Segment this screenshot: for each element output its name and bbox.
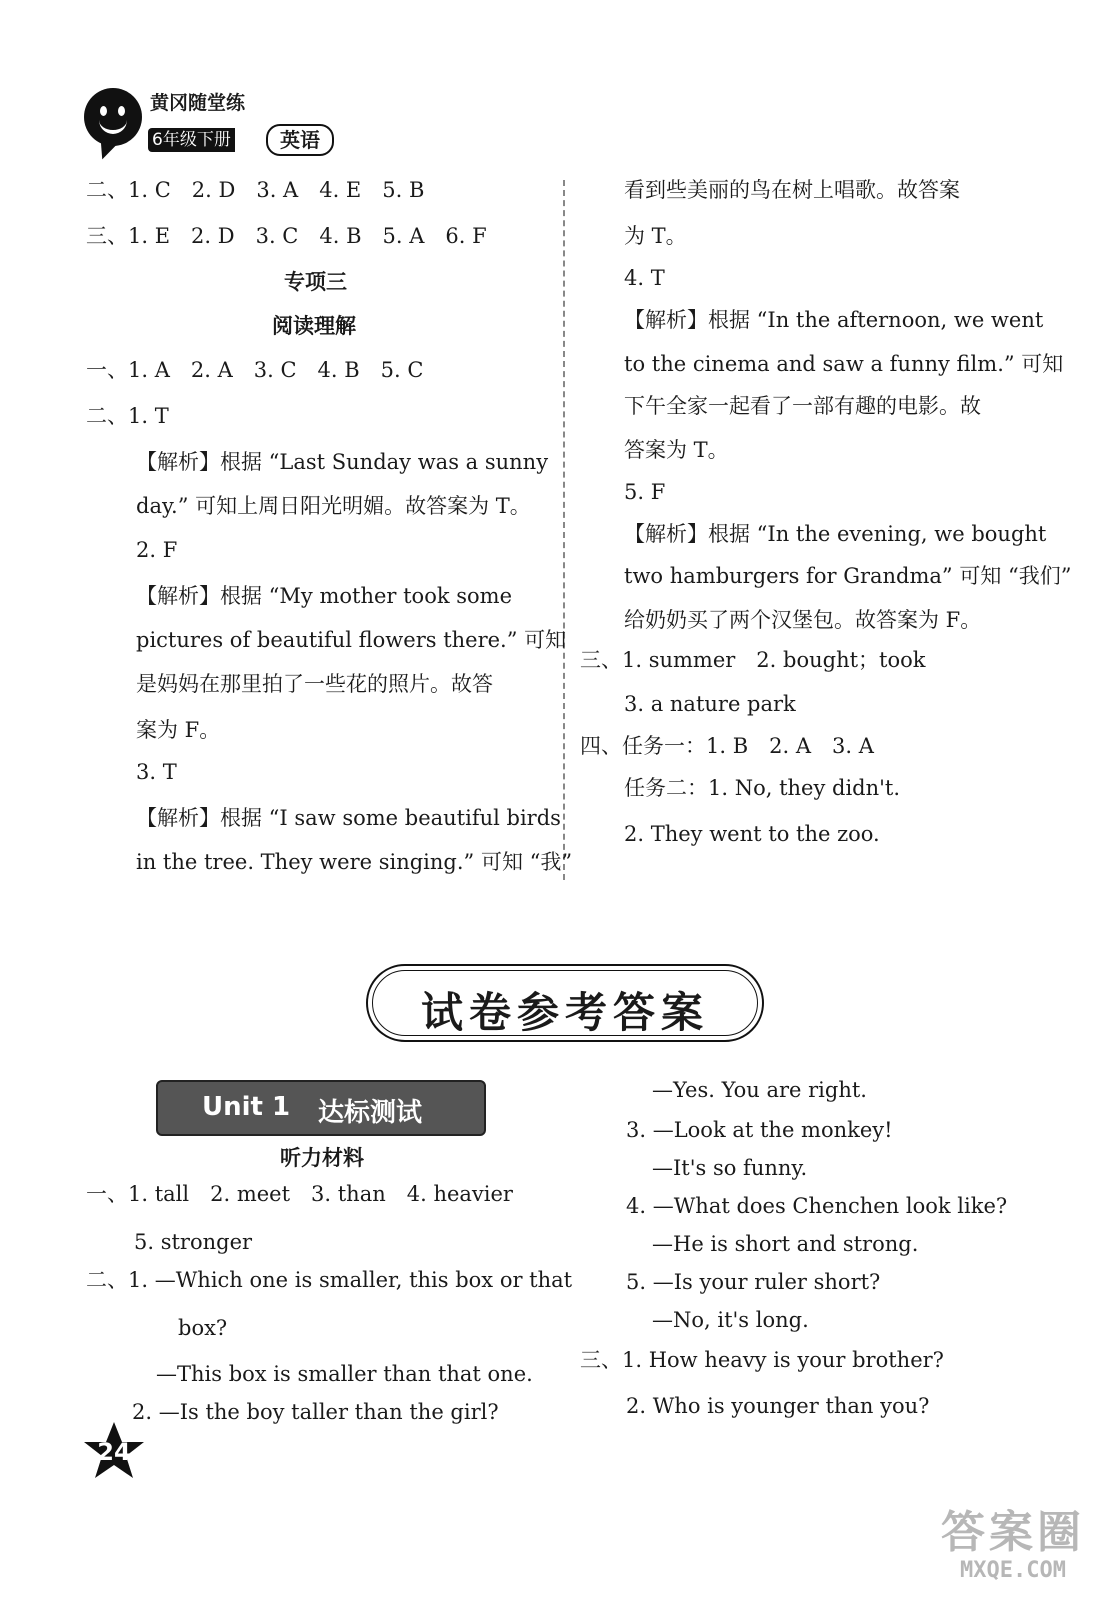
explanation-line: to the cinema and saw a funny film.” 可知 <box>624 352 1064 376</box>
answer-line: 二、1. T <box>86 404 169 428</box>
explanation-line: 看到些美丽的鸟在树上唱歌。故答案 <box>624 178 960 202</box>
page-number: 24 <box>97 1438 131 1466</box>
answer-line: 5. stronger <box>134 1230 253 1254</box>
dialogue-line: —This box is smaller than that one. <box>156 1362 533 1386</box>
column-divider <box>563 180 565 880</box>
dialogue-line: 4. —What does Chenchen look like? <box>626 1194 1008 1218</box>
explanation-line: 【解析】根据 “My mother took some <box>136 584 512 608</box>
explanation-line: 给奶奶买了两个汉堡包。故答案为 F。 <box>624 608 982 632</box>
answer-line: 一、1. A 2. A 3. C 4. B 5. C <box>86 358 424 382</box>
watermark-text: 答案圈 <box>941 1507 1085 1558</box>
unit-tag <box>156 1080 486 1136</box>
dialogue-line: —No, it's long. <box>652 1308 809 1332</box>
answer-line: 3. a nature park <box>624 692 796 716</box>
series-title: 黄冈随堂练 <box>150 92 246 114</box>
dialogue-line: 二、1. —Which one is smaller, this box or that <box>86 1268 573 1292</box>
answer-line: 二、1. C 2. D 3. A 4. E 5. B <box>86 178 425 202</box>
section-subtitle: 听力材料 <box>280 1146 364 1170</box>
explanation-line: 【解析】根据 “I saw some beautiful birds <box>136 806 561 830</box>
dialogue-line: 5. —Is your ruler short? <box>626 1270 881 1294</box>
banner-title: 试卷参考答案 <box>420 988 709 1037</box>
grade-label: 6年级下册 <box>148 128 235 152</box>
answer-line: 三、1. E 2. D 3. C 4. B 5. A 6. F <box>86 224 487 248</box>
dialogue-line: —He is short and strong. <box>652 1232 919 1256</box>
answer-line: 三、1. summer 2. bought；took <box>580 648 926 672</box>
explanation-line: 答案为 T。 <box>624 438 729 462</box>
answer-line: 任务二：1. No, they didn't. <box>624 776 901 800</box>
dialogue-line: —It's so funny. <box>652 1156 808 1180</box>
answer-line: 四、任务一：1. B 2. A 3. A <box>580 734 874 758</box>
dialogue-line: box? <box>178 1316 228 1340</box>
watermark-logo <box>928 1496 1098 1592</box>
explanation-line: 【解析】根据 “In the afternoon, we went <box>624 308 1044 332</box>
answer-line: 一、1. tall 2. meet 3. than 4. heavier <box>86 1182 513 1206</box>
answer-line: 3. T <box>136 760 177 784</box>
unit-test-label: 达标测试 <box>318 1098 423 1128</box>
section-banner <box>366 964 764 1042</box>
subject-label: 英语 <box>266 124 334 156</box>
explanation-line: 下午全家一起看了一部有趣的电影。故 <box>624 394 981 418</box>
dialogue-line: 3. —Look at the monkey! <box>626 1118 893 1142</box>
explanation-line: 为 T。 <box>624 224 687 248</box>
explanation-line: 【解析】根据 “Last Sunday was a sunny <box>136 450 549 474</box>
explanation-line: 是妈妈在那里拍了一些花的照片。故答 <box>136 672 493 696</box>
explanation-line: two hamburgers for Grandma” 可知 “我们” <box>624 564 1072 588</box>
section-title: 专项三 <box>284 270 347 294</box>
dialogue-line: 2. —Is the boy taller than the girl? <box>132 1400 499 1424</box>
smiley-logo-icon <box>84 88 142 146</box>
watermark-url: MXQE.COM <box>960 1558 1066 1583</box>
dialogue-line: —Yes. You are right. <box>652 1078 867 1102</box>
explanation-line: 【解析】根据 “In the evening, we bought <box>624 522 1047 546</box>
answer-line: 2. They went to the zoo. <box>624 822 880 846</box>
unit-label: Unit 1 <box>202 1092 291 1122</box>
answer-line: 三、1. How heavy is your brother? <box>580 1348 944 1372</box>
explanation-line: in the tree. They were singing.” 可知 “我” <box>136 850 573 874</box>
answer-line: 2. F <box>136 538 178 562</box>
answer-line: 5. F <box>624 480 666 504</box>
section-subtitle: 阅读理解 <box>272 314 356 338</box>
explanation-line: day.” 可知上周日阳光明媚。故答案为 T。 <box>136 494 531 518</box>
explanation-line: 案为 F。 <box>136 718 221 742</box>
answer-line: 4. T <box>624 266 665 290</box>
explanation-line: pictures of beautiful flowers there.” 可知 <box>136 628 567 652</box>
answer-line: 2. Who is younger than you? <box>626 1394 930 1418</box>
